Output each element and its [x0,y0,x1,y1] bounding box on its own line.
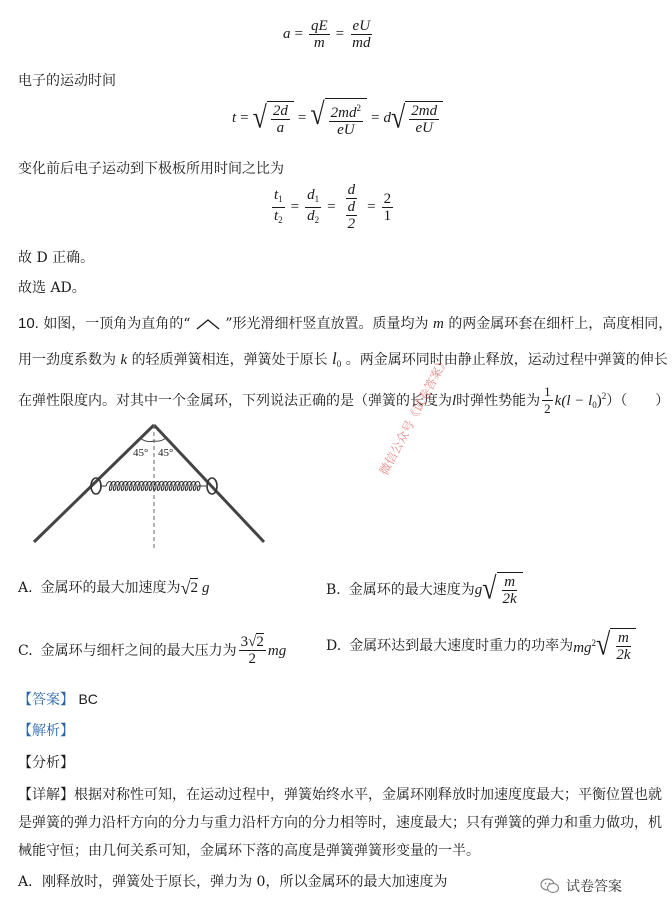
option-d-rn: m [617,630,629,646]
eq2-coef: d [383,109,391,126]
detail-line-2: 是弹簧的弹力沿杆方向的分力与重力沿杆方向的分力相等时，速度最大；只有弹簧的弹力和重力做功，机 [18,815,662,831]
question-10-line1 [18,315,672,333]
question-number: 10. [18,315,39,332]
option-d-text: 金属环达到最大速度时重力的功率为 [349,637,574,654]
eq3-t1: t [274,186,279,203]
option-a[interactable]: A. 金属环的最大加速度为 √ 2 g [18,577,210,598]
option-a-label: A. [18,579,33,596]
eq3-frac-nested [342,182,362,232]
q10-energy-sub: 0 [592,400,597,410]
eq2-r2sup: 2 [356,103,362,113]
paragraph-motion-time: 电子的运动时间 [18,73,116,89]
eq2-r3n: 2md [411,102,438,119]
eq2-r2n: 2md [330,105,357,121]
detail-line-1 [18,786,662,804]
option-b[interactable] [326,572,523,607]
q10-energy: k(l − l [554,393,593,409]
option-b-label: B. [326,581,341,598]
apex-arc-right [154,438,166,441]
option-b-text: 金属环的最大速度为 [348,581,475,598]
q10-text-2c: 。两金属环同时由静止释放，运动过程中弹簧的伸长 [345,352,668,368]
q10-text-1c: 的两金属环套在细杆上，高度相同， [448,316,672,332]
eq2-r2d: eU [337,122,355,138]
q10-text-1b: ”形光滑细杆竖直放置。质量均为 [225,316,429,332]
q10-text-3c: ）（ ） [606,392,670,409]
paragraph-time-ratio: 变化前后电子运动到下极板所用时间之比为 [18,161,284,177]
answer-line [18,690,98,709]
spring [100,482,206,491]
angle-left-label: 45° [133,447,149,459]
option-b-sqrt: √ $\frac{m}{2k}$ [482,572,522,607]
q10-var-k: k [120,352,128,368]
eq3-frac-d [305,187,321,228]
eq1-den2: md [352,35,371,51]
eq1-lhs: a [283,26,291,42]
option-a-rad: 2 [190,580,198,596]
option-d-sqrt: √ $\frac{m}{2k}$ [596,628,636,663]
option-a-text: 金属环的最大加速度为 [40,579,181,596]
option-c-text: 金属环与细杆之间的最大压力为 [40,642,237,659]
option-b-rd: 2k [502,591,517,607]
eq3-rn: 2 [383,190,392,207]
eq3-rd: 1 [383,207,392,224]
eq3-d2: d [307,207,315,224]
detail-line-3: 械能守恒；由几何关系可知，金属环下落的高度是弹簧弹簧形变量的一半。 [18,843,480,859]
q10-text-2b: 的轻质弹簧相连，弹簧处于原长 [131,352,328,368]
paragraph-d-correct: 故 D 正确。 [18,250,95,266]
option-d-label: D. [326,637,342,654]
option-a-after: g [201,579,210,596]
eq1-frac2 [350,18,372,51]
option-c[interactable] [18,634,286,667]
eq3-d1-sub: 1 [314,193,320,204]
paragraph-choose-ad: 故选 AD。 [18,280,86,296]
wechat-icon [540,878,560,894]
rod-spring-figure [30,420,290,560]
option-c-den: 2 [248,651,257,667]
solution-a-line: A．刚释放时，弹簧处于原长，弹力为 0，所以金属环的最大加速度为 [18,874,448,890]
eq2-sqrt1: √ $\frac{2d}{a}$ [253,101,294,136]
eq3-d1: d [307,186,315,203]
option-d[interactable] [326,628,636,663]
option-b-pre: g [474,581,483,598]
q10-text-1a: 如图，一顶角为直角的“ [43,316,191,332]
q10-half-num: 1 [544,384,551,399]
q10-text-2a: 用一劲度系数为 [18,352,116,368]
watermark: 微信公众号《试卷答案》 [376,354,452,478]
eq1-num1: qE [310,18,328,34]
equation-acceleration: a = $\frac{qE}{m}$ = $\frac{eU}{md}$ [283,18,371,51]
eq2-r3d: eU [415,119,433,136]
q10-var-l0-sub: 0 [336,359,342,369]
eq3-frac-t [272,187,285,228]
q10-energy-sup: 2 [601,391,607,401]
q10-var-m: m [433,316,444,332]
eq3-t2: t [274,207,279,224]
eq1-frac1 [309,18,330,51]
option-c-after: mg [267,642,287,659]
option-c-coef: 3 [240,634,249,650]
q10-var-l0: l [332,349,337,368]
wechat-logo [540,876,622,896]
option-d-pre: mg [573,640,592,656]
option-c-rad: 2 [256,634,264,650]
q10-text-3b: 时弹性势能为 [456,392,541,409]
option-d-sup: 2 [591,638,597,648]
q10-text-3a: 在弹性限度内。对其中一个金属环，下列说法正确的是（弹簧的长度为 [18,392,452,409]
eq2-lhs: t [232,109,237,126]
equation-ratio: $\frac{t_1}{t_2}$ = $\frac{d_1}{d_2}$ = $\frac{d}{\frac{d}{2}}$ = $\frac{2}{1}$ [274,182,392,232]
eq3-dn: d [347,182,356,198]
logo-text: 试卷答案 [566,879,622,895]
eq2-sqrt3: √ $\frac{2md}{eU}$ [391,101,443,136]
q10-half [542,384,553,417]
angle-right-label: 45° [158,447,174,459]
inverted-v-icon [195,318,221,330]
eq3-dd-den: 2 [347,216,356,232]
option-b-rn: m [504,574,516,590]
answer-tag: 【答案】 [18,692,74,708]
analysis-tag: 【解析】 [18,723,74,739]
option-c-label: C. [18,642,33,659]
eq3-t1-sub: 1 [278,193,283,204]
equation-time: t = √ $\frac{2d}{a}$ = √ $\frac{2md^2}{eU}$ = d √ $\frac{2md}{eU}$ [232,98,443,138]
q10-var-l: l [452,392,457,409]
eq3-t2-sub: 2 [278,214,283,225]
question-10-line3 [18,384,669,417]
eq2-r1n: 2d [272,102,288,119]
eq1-num2: eU [352,18,371,34]
q10-energy-end: ) [596,393,602,409]
detail-tag: 【详解】 [18,787,74,803]
eq2-r1d: a [276,119,285,136]
eq3-d2-sub: 2 [314,214,320,225]
eq3-dd-num: d [347,199,356,215]
option-d-rd: 2k [616,647,631,663]
q10-half-den: 2 [544,401,551,416]
answer-value: BC [78,691,98,707]
fenxi-tag: 【分析】 [18,755,74,771]
eq3-frac-result [382,191,394,224]
eq1-den1: m [313,35,325,51]
detail-text-1: 根据对称性可知，在运动过程中，弹簧始终水平，金属环刚释放时加速度度最大；平衡位置也就 [74,787,662,803]
eq2-sqrt2: √ $\frac{2md^2}{eU}$ [310,98,367,138]
question-10-line2 [18,350,668,373]
option-c-frac: $\frac{3√2}{2}$ [240,634,264,667]
